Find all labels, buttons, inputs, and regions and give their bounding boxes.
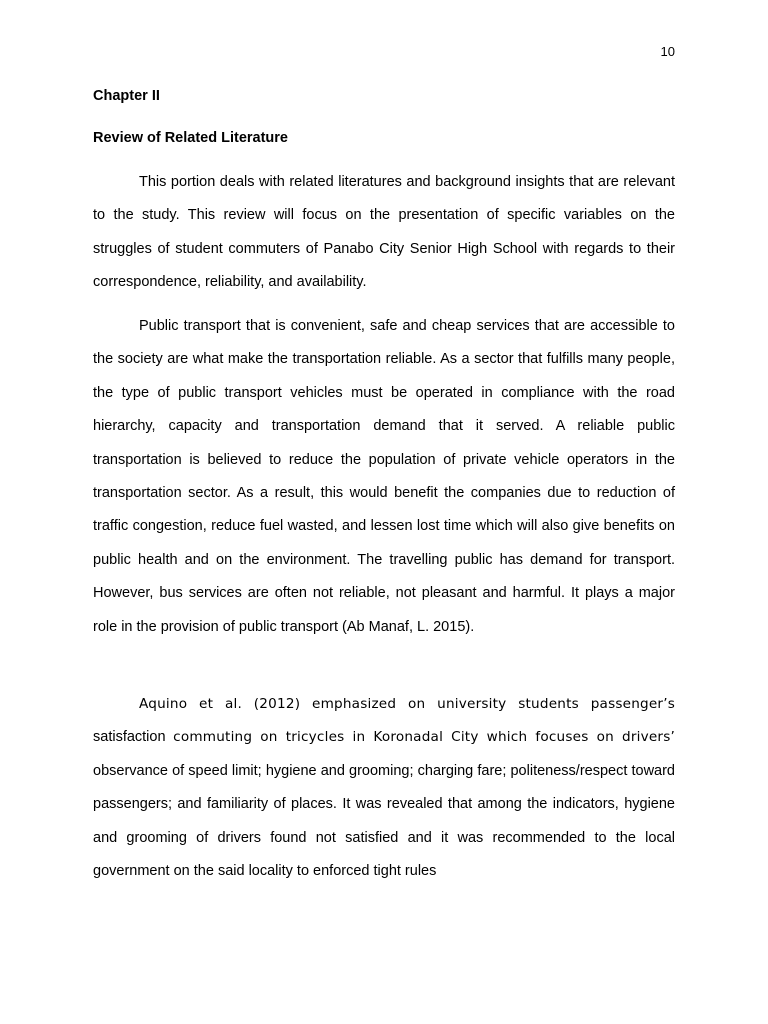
chapter-heading: Chapter II <box>93 88 160 104</box>
page-number: 10 <box>660 44 675 59</box>
paragraph-aquino <box>93 688 675 888</box>
section-title: Review of Related Literature <box>93 130 288 146</box>
paragraph-public-transport: Public transport that is convenient, safe and cheap services that are accessible to the society are what make the transportation reliable. As a sector that fulfills many people, the type of public transport vehicles must be operated in compliance with the road hierarchy, capacity and transportation demand that it served. A reliable public transportation is believed to reduce the population of private vehicle operators in the transportation sector. As a result, this would benefit the companies due to reduction of traffic congestion, reduce fuel wasted, and lessen lost time which will also give benefits on public health and on the environment. The travelling public has demand for transport. However, bus services are often not reliable, not pleasant and harmful. It plays a major role in the provision of public transport (Ab Manaf, L. 2015). <box>93 318 675 635</box>
paragraph-aquino-part4: observance of speed limit; hygiene and grooming; charging fare; politeness/respect toward passengers; and familiarity of places. It was revealed that among the indicators, hygiene and grooming of drivers found not satisfied and it was recommended to the local government on the said locality to enforced tight rules <box>93 762 675 880</box>
paragraph-aquino-part2: satisfaction <box>93 729 166 746</box>
paragraph-aquino-part3: commuting on tricycles in Koronadal City which focuses on drivers’ <box>173 729 676 746</box>
paragraph-aquino-part1: Aquino et al. (2012) emphasized on university students passenger’s <box>139 696 675 712</box>
paragraph-intro: This portion deals with related literatures and background insights that are relevant to the study. This review will focus on the presentation of specific variables on the struggles of student commuters of Panabo City Senior High School with regards to their correspondence, reliability, and availability. <box>93 174 675 291</box>
